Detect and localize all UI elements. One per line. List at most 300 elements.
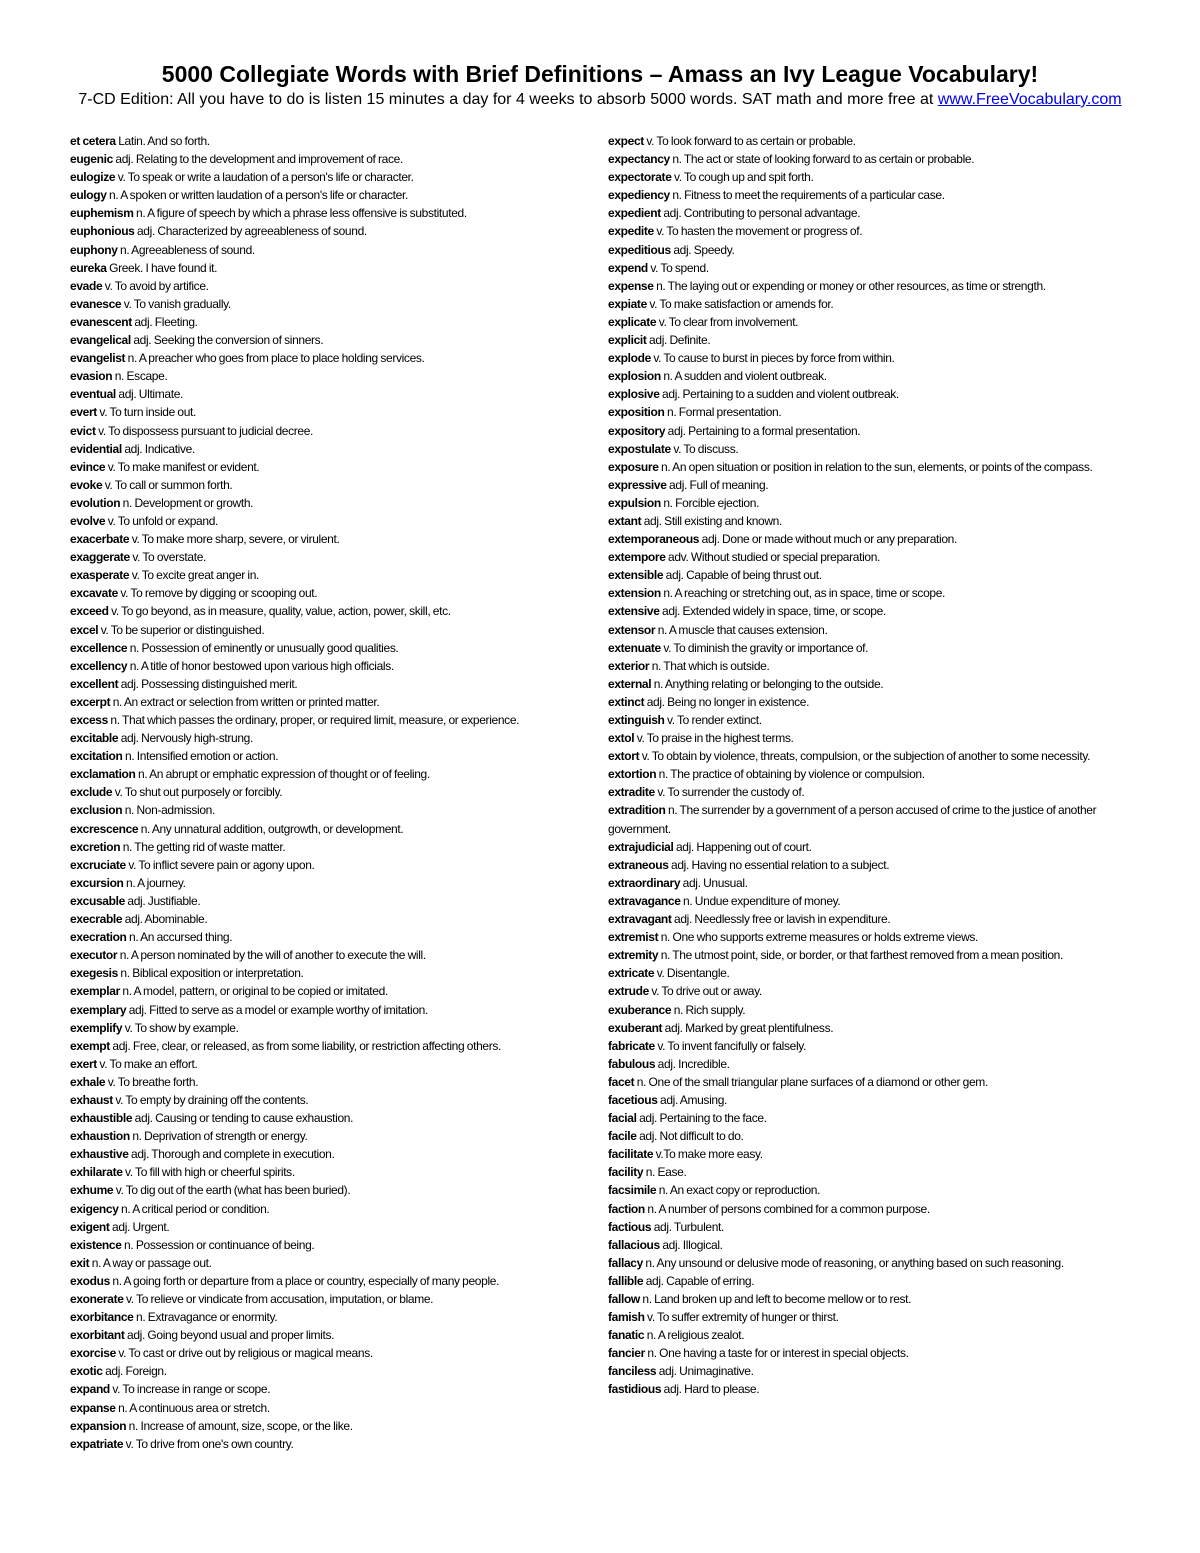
entry-definition: n. That which is outside. — [649, 658, 770, 673]
entry-definition: v. To drive out or away. — [648, 984, 762, 999]
word-entry — [70, 313, 585, 331]
entry-definition: n. A continuous area or stretch. — [115, 1400, 270, 1415]
entry-definition: adj. Foreign. — [102, 1364, 167, 1379]
entry-definition: adj. Fitted to serve as a model or example worthy of imitation. — [126, 1002, 428, 1017]
word-entry — [608, 566, 1123, 584]
entry-term: expectorate — [608, 170, 672, 185]
entry-definition: n. One who supports extreme measures or holds extreme views. — [658, 930, 979, 945]
entry-definition: v. To dig out of the earth (what has been buried). — [113, 1183, 351, 1198]
word-entry — [608, 1055, 1123, 1073]
entry-definition: adj. Capable of erring. — [643, 1273, 755, 1288]
entry-term: exemplar — [70, 984, 120, 999]
entry-term: explicate — [608, 314, 657, 329]
entry-definition: adj. Needlessly free or lavish in expenditure. — [671, 912, 891, 927]
entry-term: exaggerate — [70, 550, 130, 565]
entry-definition: adj. Capable of being thrust out. — [663, 568, 822, 583]
entry-definition: n. Increase of amount, size, scope, or the like. — [126, 1418, 353, 1433]
entry-definition: n. Agreeableness of sound. — [117, 242, 255, 257]
entry-term: facetious — [608, 1092, 658, 1107]
entry-term: evidential — [70, 441, 122, 456]
entry-term: excitation — [70, 749, 123, 764]
entry-term: eureka — [70, 260, 107, 275]
word-entry — [608, 458, 1123, 476]
entry-term: exclamation — [70, 767, 136, 782]
word-entry — [70, 1399, 585, 1417]
entry-term: faction — [608, 1201, 645, 1216]
entry-term: extant — [608, 513, 642, 528]
entry-definition: n. A sudden and violent outbreak. — [660, 369, 827, 384]
entry-term: exert — [70, 1056, 97, 1071]
entry-definition: n. Possession or continuance of being. — [121, 1237, 315, 1252]
entry-term: exigency — [70, 1201, 119, 1216]
entry-term: explicit — [608, 333, 647, 348]
word-entry — [70, 1001, 585, 1019]
entry-term: extraneous — [608, 857, 669, 872]
entry-definition: adj. Illogical. — [659, 1237, 723, 1252]
entry-term: exterior — [608, 658, 650, 673]
word-entry — [70, 440, 585, 458]
word-entry — [608, 476, 1123, 494]
entry-definition: v. To be superior or distinguished. — [98, 622, 265, 637]
entry-term: fanciless — [608, 1364, 657, 1379]
entry-term: execration — [70, 930, 127, 945]
word-entry — [70, 566, 585, 584]
entry-term: extrude — [608, 984, 649, 999]
word-entry — [70, 295, 585, 313]
word-entry — [608, 1037, 1123, 1055]
entry-definition: n. The surrender by a government of a person accused of crime to the justice of another government. — [608, 803, 1097, 836]
entry-term: exposition — [608, 405, 665, 420]
entry-definition: adv. Without studied or special preparation. — [665, 550, 881, 565]
entry-term: evert — [70, 405, 97, 420]
vocabulary-site-link[interactable]: www.FreeVocabulary.com — [937, 91, 1122, 108]
entry-definition: adj. Definite. — [646, 333, 711, 348]
word-entry — [608, 1254, 1123, 1272]
entry-definition: adj. Not difficult to do. — [636, 1129, 744, 1144]
entry-term: evanescent — [70, 314, 132, 329]
entry-term: et cetera — [70, 134, 116, 148]
entry-term: excretion — [70, 839, 121, 854]
entry-definition: adj. Done or made without much or any preparation. — [699, 532, 957, 547]
entry-term: exuberant — [608, 1020, 663, 1035]
entry-term: euphony — [70, 242, 118, 257]
entry-definition: v. To invent fancifully or falsely. — [654, 1038, 807, 1053]
word-entry — [70, 1127, 585, 1145]
entry-definition: v. To inflict severe pain or agony upon. — [125, 857, 315, 872]
entry-term: evade — [70, 278, 103, 293]
word-entry — [608, 1001, 1123, 1019]
entry-definition: n. A religious zealot. — [644, 1328, 745, 1343]
entry-term: exegesis — [70, 966, 118, 981]
entry-definition: adj. Having no essential relation to a subject. — [668, 857, 890, 872]
entry-definition: v. To make manifest or evident. — [105, 459, 260, 474]
entry-term: explosive — [608, 387, 660, 402]
word-entry — [70, 801, 585, 819]
word-entry — [70, 892, 585, 910]
entry-term: excerpt — [70, 694, 111, 709]
entry-term: exonerate — [70, 1292, 124, 1306]
entry-term: extraordinary — [608, 875, 681, 890]
word-entry — [608, 548, 1123, 566]
entry-definition: v. To empty by draining off the contents. — [112, 1092, 309, 1107]
word-entry — [70, 783, 585, 801]
entry-definition: adj. Characterized by agreeableness of sound. — [134, 224, 367, 239]
word-entry — [608, 892, 1123, 910]
entry-definition: n. A reaching or stretching out, as in space, time or scope. — [660, 586, 946, 601]
entry-definition: v. To praise in the highest terms. — [634, 731, 794, 746]
word-entry — [608, 313, 1123, 331]
word-entry — [70, 964, 585, 982]
entry-term: extension — [608, 586, 661, 601]
entry-term: evolve — [70, 513, 106, 528]
entry-definition: v. To avoid by artifice. — [102, 278, 209, 293]
entry-definition: adj. Marked by great plentifulness. — [662, 1020, 834, 1035]
left-column — [70, 132, 585, 1453]
entry-definition: adj. Indicative. — [121, 441, 195, 456]
entry-term: explode — [608, 351, 651, 366]
word-entry — [608, 1181, 1123, 1199]
entry-definition: v. To shut out purposely or forcibly. — [112, 785, 283, 800]
entry-term: expanse — [70, 1400, 116, 1415]
word-entry — [70, 1055, 585, 1073]
entry-definition: n. The getting rid of waste matter. — [120, 839, 286, 854]
entry-definition: n. Escape. — [112, 369, 168, 384]
word-entry — [608, 1290, 1123, 1308]
entry-definition: n. A model, pattern, or original to be copied or imitated. — [119, 984, 388, 999]
word-entry — [608, 422, 1123, 440]
entry-definition: n. An accursed thing. — [126, 930, 233, 945]
entry-term: evolution — [70, 495, 121, 510]
entry-term: factious — [608, 1219, 652, 1234]
entry-term: excellency — [70, 658, 128, 673]
entry-definition: n. Anything relating or belonging to the outside. — [651, 676, 884, 691]
entry-term: exuberance — [608, 1002, 672, 1017]
entry-definition: n. A figure of speech by which a phrase less offensive is substituted. — [133, 206, 467, 221]
entry-definition: n. A number of persons combined for a common purpose. — [644, 1201, 930, 1216]
word-entry — [70, 856, 585, 874]
entry-definition: v. To hasten the movement or progress of. — [653, 224, 863, 239]
entry-term: exemplary — [70, 1002, 127, 1017]
entry-definition: n. A person nominated by the will of another to execute the will. — [117, 948, 426, 963]
entry-term: extort — [608, 749, 640, 764]
word-entry — [70, 1272, 585, 1290]
entry-term: eulogize — [70, 170, 116, 185]
entry-term: execrable — [70, 912, 123, 927]
entry-term: excitable — [70, 731, 119, 746]
word-entry — [70, 530, 585, 548]
word-entry — [70, 602, 585, 620]
word-entry — [70, 548, 585, 566]
entry-definition: v. To go beyond, as in measure, quality, value, action, power, skill, etc. — [108, 604, 451, 619]
entry-term: extradite — [608, 785, 655, 800]
entry-definition: v. To look forward to as certain or probable. — [643, 134, 856, 148]
entry-definition: n. Rich supply. — [671, 1002, 746, 1017]
entry-term: extempore — [608, 550, 666, 565]
word-entry — [70, 711, 585, 729]
word-entry — [70, 820, 585, 838]
entry-term: eventual — [70, 387, 116, 402]
word-entry — [608, 747, 1123, 765]
entry-definition: v. To remove by digging or scooping out. — [117, 586, 318, 601]
entry-term: exclude — [70, 785, 113, 800]
word-entry — [70, 367, 585, 385]
entry-definition: n. Forcible ejection. — [660, 495, 760, 510]
word-entry — [608, 204, 1123, 222]
entry-term: extensor — [608, 622, 656, 637]
entry-term: exempt — [70, 1038, 110, 1053]
entry-term: exhaust — [70, 1092, 113, 1107]
entry-definition: v. To cast or drive out by religious or magical means. — [115, 1346, 373, 1361]
word-entry — [70, 1435, 585, 1453]
word-entry — [70, 1109, 585, 1127]
entry-term: explosion — [608, 369, 661, 384]
entry-definition: adj. Nervously high-strung. — [118, 731, 253, 746]
word-entry — [608, 1218, 1123, 1236]
word-entry — [608, 1109, 1123, 1127]
entry-definition: v. To fill with high or cheerful spirits. — [122, 1165, 295, 1180]
entry-term: expense — [608, 278, 654, 293]
word-entry — [608, 132, 1123, 150]
entry-definition: adj. Fleeting. — [131, 314, 198, 329]
word-entry — [608, 1380, 1123, 1398]
word-entry — [608, 693, 1123, 711]
word-entry — [608, 1308, 1123, 1326]
word-entry — [608, 982, 1123, 1000]
entry-term: extenuate — [608, 640, 661, 655]
entry-definition: adj. Speedy. — [670, 242, 735, 257]
entry-term: exhaustive — [70, 1147, 129, 1162]
entry-term: extensive — [608, 604, 660, 619]
entry-term: facial — [608, 1111, 637, 1126]
entry-term: excavate — [70, 586, 118, 601]
word-entry — [70, 765, 585, 783]
entry-definition: v. To obtain by violence, threats, compulsion, or the subjection of another to some necessity. — [639, 749, 1091, 764]
entry-term: extremity — [608, 948, 659, 963]
entry-term: expulsion — [608, 495, 661, 510]
word-entry — [608, 657, 1123, 675]
entry-definition: adj. Extended widely in space, time, or scope. — [659, 604, 886, 619]
word-entry — [70, 1091, 585, 1109]
entry-definition: n. The act or state of looking forward to as certain or probable. — [669, 152, 975, 167]
entry-term: facile — [608, 1129, 637, 1144]
word-entry — [70, 222, 585, 240]
word-entry — [70, 1290, 585, 1308]
word-entry — [608, 150, 1123, 168]
word-entry — [608, 602, 1123, 620]
word-entry — [70, 928, 585, 946]
entry-term: exodus — [70, 1273, 110, 1288]
entry-term: facilitate — [608, 1147, 654, 1162]
word-entry — [70, 168, 585, 186]
entry-term: extensible — [608, 568, 664, 583]
entry-definition: n. A preacher who goes from place to place holding services. — [125, 351, 425, 366]
word-entry — [608, 349, 1123, 367]
word-entry — [608, 1272, 1123, 1290]
word-entry — [608, 584, 1123, 602]
entry-definition: Greek. I have found it. — [106, 260, 218, 275]
word-entry — [70, 512, 585, 530]
word-entry — [608, 186, 1123, 204]
entry-term: exacerbate — [70, 532, 130, 547]
entry-term: extol — [608, 731, 635, 746]
entry-definition: v. To relieve or vindicate from accusation, imputation, or blame. — [123, 1292, 434, 1306]
entry-term: excellence — [70, 640, 128, 655]
word-entry — [70, 476, 585, 494]
entry-term: fabulous — [608, 1056, 656, 1071]
entry-term: extortion — [608, 767, 657, 782]
entry-term: extremist — [608, 930, 659, 945]
word-entry — [70, 584, 585, 602]
entry-definition: v. To drive from one's own country. — [123, 1436, 294, 1451]
entry-definition: v. To unfold or expand. — [105, 513, 219, 528]
word-entry — [70, 747, 585, 765]
entry-term: facsimile — [608, 1183, 657, 1198]
word-entry — [608, 856, 1123, 874]
entry-definition: n. An extract or selection from written or printed matter. — [110, 694, 380, 709]
entry-term: exhale — [70, 1074, 106, 1089]
entry-term: evasion — [70, 369, 113, 384]
word-entry — [70, 1019, 585, 1037]
word-entry — [70, 349, 585, 367]
entry-term: eulogy — [70, 188, 107, 203]
entry-term: extinguish — [608, 713, 665, 727]
word-entry — [70, 1181, 585, 1199]
entry-definition: v. To diminish the gravity or importance of. — [660, 640, 869, 655]
entry-term: exclusion — [70, 803, 123, 818]
entry-term: expository — [608, 423, 666, 438]
word-entry — [70, 838, 585, 856]
entry-definition: n. The practice of obtaining by violence or compulsion. — [656, 767, 925, 782]
entry-term: expand — [70, 1382, 110, 1397]
entry-definition: adj. Pertaining to the face. — [636, 1111, 767, 1126]
entry-definition: adj. Going beyond usual and proper limits. — [124, 1328, 335, 1343]
word-entry — [70, 1200, 585, 1218]
word-entry — [70, 277, 585, 295]
entry-definition: n. Intensified emotion or action. — [122, 749, 279, 764]
word-entry — [70, 494, 585, 512]
entry-term: expostulate — [608, 441, 671, 456]
word-entry — [608, 440, 1123, 458]
entry-term: expectancy — [608, 152, 670, 167]
entry-term: expressive — [608, 477, 667, 492]
word-entry — [608, 1073, 1123, 1091]
entry-definition: n. The laying out or expending or money or other resources, as time or strength. — [653, 278, 1046, 293]
entry-definition: n. Land broken up and left to become mellow or to rest. — [639, 1292, 912, 1306]
entry-definition: Latin. And so forth. — [115, 134, 210, 148]
entry-term: existence — [70, 1237, 122, 1252]
entry-term: fallacious — [608, 1237, 660, 1252]
entry-definition: n. An exact copy or reproduction. — [656, 1183, 821, 1198]
entry-definition: adj. Still existing and known. — [641, 513, 782, 528]
entry-term: exposure — [608, 459, 659, 474]
entry-definition: v. To excite great anger in. — [129, 568, 260, 583]
word-entry — [608, 1236, 1123, 1254]
entry-term: expansion — [70, 1418, 127, 1433]
entry-term: exigent — [70, 1219, 110, 1234]
entry-term: euphemism — [70, 206, 134, 221]
entry-definition: v. To call or summon forth. — [102, 477, 233, 492]
entry-term: evangelist — [70, 351, 126, 366]
word-entry — [608, 494, 1123, 512]
entry-term: excellent — [70, 676, 119, 691]
entry-term: exceed — [70, 604, 109, 619]
entry-definition: adj. Amusing. — [657, 1092, 728, 1107]
entry-term: excursion — [70, 875, 124, 890]
entry-definition: n. Undue expenditure of money. — [680, 893, 841, 908]
word-entry — [608, 168, 1123, 186]
word-entry — [608, 259, 1123, 277]
word-entry — [608, 711, 1123, 729]
entry-definition: v. To dispossess pursuant to judicial decree. — [95, 423, 314, 438]
word-entry — [70, 186, 585, 204]
word-entry — [608, 222, 1123, 240]
word-entry — [608, 331, 1123, 349]
entry-definition: adj. Justifiable. — [124, 893, 201, 908]
entry-definition: v. To make more sharp, severe, or virulent. — [129, 532, 340, 547]
entry-term: executor — [70, 948, 118, 963]
entry-definition: n. Extravagance or enormity. — [133, 1310, 278, 1325]
word-entry — [608, 1091, 1123, 1109]
entry-term: evict — [70, 423, 96, 438]
entry-term: exhaustion — [70, 1129, 130, 1144]
entry-term: extemporaneous — [608, 532, 700, 547]
entry-definition: n. One having a taste for or interest in special objects. — [644, 1346, 909, 1361]
entry-term: expediency — [608, 188, 670, 203]
word-entry — [608, 765, 1123, 783]
entry-definition: adj. Pertaining to a formal presentation. — [665, 423, 861, 438]
word-entry — [70, 385, 585, 403]
entry-definition: adj. Hard to please. — [661, 1382, 760, 1397]
word-entry — [70, 1344, 585, 1362]
entry-term: evanesce — [70, 296, 122, 311]
entry-definition: n. Development or growth. — [120, 495, 254, 510]
word-entry — [70, 675, 585, 693]
word-entry — [70, 331, 585, 349]
entry-definition: n. Deprivation of strength or energy. — [129, 1129, 308, 1144]
entry-term: excess — [70, 713, 108, 727]
word-entry — [70, 1218, 585, 1236]
entry-definition: v. To speak or write a laudation of a person's life or character. — [115, 170, 414, 185]
word-entry — [70, 1380, 585, 1398]
entry-definition: v.To make more easy. — [653, 1147, 763, 1162]
page-title: 5000 Collegiate Words with Brief Definitions – Amass an Ivy League Vocabulary! — [161, 61, 1039, 87]
word-entry — [608, 367, 1123, 385]
word-entry — [608, 277, 1123, 295]
entry-term: fallow — [608, 1292, 640, 1306]
entry-definition: adj. Abominable. — [122, 912, 208, 927]
word-entry — [608, 1145, 1123, 1163]
entry-term: euphonious — [70, 224, 135, 239]
entry-term: expend — [608, 260, 648, 275]
entry-definition: adj. Thorough and complete in execution. — [128, 1147, 335, 1162]
entry-definition: v. To clear from involvement. — [656, 314, 799, 329]
word-entry — [608, 241, 1123, 259]
entry-definition: adj. Relating to the development and improvement of race. — [112, 152, 403, 167]
word-entry — [70, 132, 585, 150]
word-entry — [70, 1362, 585, 1380]
entry-term: excruciate — [70, 857, 126, 872]
entry-definition: n. An abrupt or emphatic expression of thought or of feeling. — [135, 767, 430, 782]
entry-term: excusable — [70, 893, 125, 908]
entry-definition: n. Possession of eminently or unusually good qualities. — [127, 640, 399, 655]
entry-definition: v. To surrender the custody of. — [654, 785, 805, 800]
word-entry — [608, 512, 1123, 530]
entry-definition: v. To make an effort. — [96, 1056, 198, 1071]
entry-definition: n. That which passes the ordinary, proper, or required limit, measure, or experience. — [107, 713, 520, 727]
entry-definition: adj. Seeking the conversion of sinners. — [130, 333, 324, 348]
word-entry — [608, 1362, 1123, 1380]
entry-definition: adj. Causing or tending to cause exhaustion. — [132, 1111, 354, 1126]
